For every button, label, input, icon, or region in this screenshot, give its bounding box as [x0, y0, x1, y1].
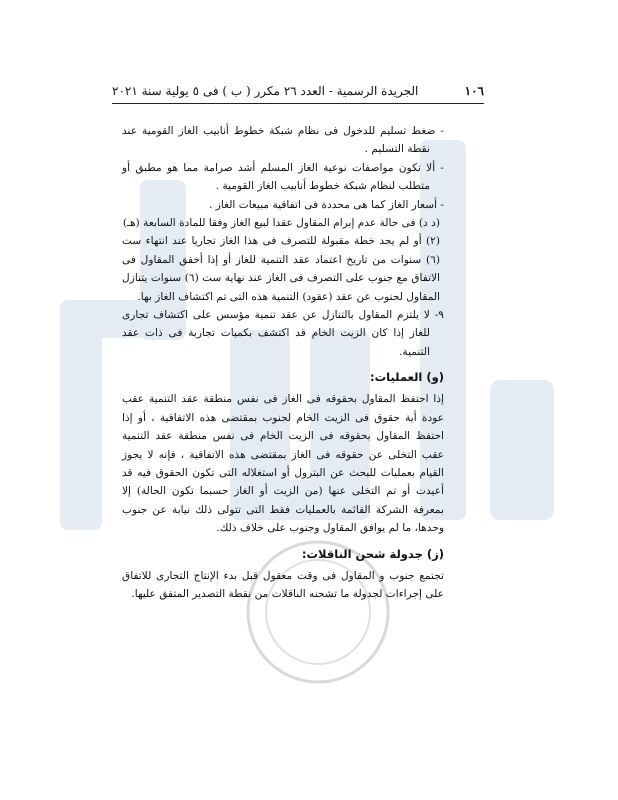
section-tanker-scheduling-heading: (ز) جدولة شحن الناقلات:: [301, 546, 444, 561]
page-header: [112, 82, 484, 104]
section-tanker-scheduling-body: تجتمع جنوب و المقاول فى وقت معقول قبل بدء الإنتاج التجارى للاتفاق على إجراءات لجدولة ما تشحنه الناقلات من نقطة التصدير المتفق عليها.: [122, 569, 444, 600]
gazette-title: الجريدة الرسمية - العدد ٢٦ مكرر ( ب ) فى ٥ يولية سنة ٢٠٢١: [112, 84, 419, 98]
article-9-paragraph: ٩- لا يلتزم المقاول بالتنازل عن عقد تنمية مؤسس على اكتشاف تجارى للغاز إذا كان الزيت الخام قد اكتشف بكميات تجارية فى ذات عقد التنمية.: [122, 309, 444, 358]
page-number: ١٠٦: [464, 84, 484, 98]
clause-dd-line: (د د) فى حالة عدم إبرام المقاول عقدا لبيع الغاز وفقا للمادة السابعة (هـ): [122, 217, 440, 230]
section-operations-heading: (و) العمليات:: [370, 370, 444, 385]
section-operations-body: إذا احتفظ المقاول بحقوقه فى الغاز فى نفس منطقة عقد التنمية عقب عودة أية حقوق فى الزيت الخام لجنوب بمقتضى هذه الاتفاقية ، أو إذا احتفظ المقاول بحقوقه فى الزيت الخام فى نفس منطقة عقد التنمية عقب التخلى عن حقوقه فى الغاز بمقتضى هذه الاتفاقية ، فإنه لا يجوز القيام بعمليات للبحث عن البترول أو استغلاله التى تكون الحقوق فيه قد أعيدت أو تم التخلى عنها (من الزيت أو الغاز حسبما تكون الحالة) إلا بمعرفة الشركة القائمة بالعمليات فقط التى تتولى ذلك نيابة عن جنوب وحدها، ما لم يوافق المقاول وجنوب على خلاف ذلك.: [122, 393, 444, 535]
bullet-delivery-pressure: - ضغط تسليم للدخول فى نظام شبكة خطوط أنابيب الغاز القومية عند نقطة التسليم .: [122, 125, 444, 156]
bullet-gas-quality: - ألا تكون مواصفات نوعية الغاز المسلم أشد صرامة مما هو مطبق أو متطلب لنظام شبكة خطوط أنابيب الغاز القومية .: [122, 161, 444, 193]
document-body: [122, 122, 444, 603]
clause-dd-paragraph: (٢) أو لم يجد خطة مقبولة للتصرف فى هذا الغاز تجاريا عند انتهاء ست (٦) سنوات من تاريخ اعتماد عقد التنمية للغاز أو إذا أخفق المقاول فى الاتفاق مع جنوب على التصرف فى الغاز عند نهاية ست (٦) سنوات يتنازل المقاول لجنوب عن عقد (عقود) التنمية هذه التى تم اكتشاف الغاز بها.: [122, 235, 441, 303]
bullet-gas-prices: - أسعار الغاز كما هى محددة فى اتفاقية مبيعات الغاز .: [209, 198, 444, 211]
